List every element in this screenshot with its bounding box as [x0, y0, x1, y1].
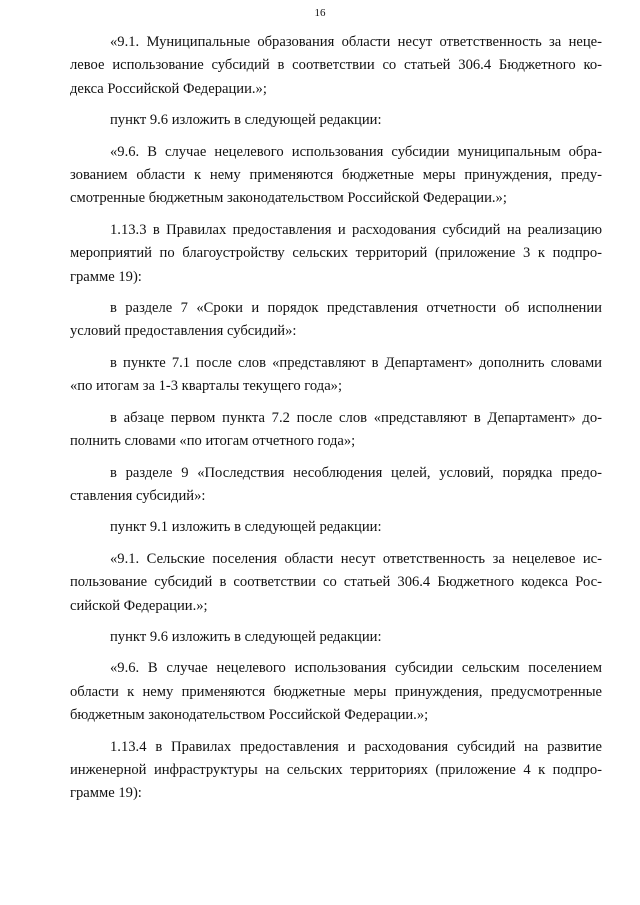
- text-line: «9.1. Муниципальные образования области несут ответственность за неце-: [110, 34, 602, 50]
- text-line: зованием области к нему применяются бюджетные меры принуждения, преду-: [70, 167, 602, 184]
- text-line: полнить словами «по итогам отчетного года»;: [70, 433, 356, 450]
- paragraph-section-7: [70, 297, 602, 344]
- paragraph-9-6-municipal: [70, 141, 602, 211]
- paragraph-9-6-rural: [70, 657, 602, 727]
- paragraph-item-7-1: [70, 352, 602, 399]
- text-line: ставления субсидий»:: [70, 487, 206, 504]
- text-line: пункт 9.6 изложить в следующей редакции:: [110, 628, 382, 645]
- paragraph-9-1-rural: [70, 548, 602, 618]
- text-line: «9.1. Сельские поселения области несут ответственность за нецелевое ис-: [110, 550, 602, 567]
- text-line: мероприятий по благоустройству сельских территорий (приложение 3 к подпро-: [70, 245, 602, 262]
- paragraph-9-1-municipal: [70, 31, 602, 101]
- paragraph-item-9-1-intro: [70, 516, 602, 539]
- paragraph-item-9-6-intro: [70, 109, 602, 132]
- text-line: в абзаце первом пункта 7.2 после слов «представляют в Департамент» до-: [110, 409, 602, 426]
- text-line: условий предоставления субсидий»:: [70, 323, 297, 340]
- page-number: 16: [314, 7, 326, 19]
- paragraph-section-9: [70, 462, 602, 509]
- text-line: в разделе 9 «Последствия несоблюдения целей, условий, порядка предо-: [110, 464, 602, 481]
- text-line: инженерной инфраструктуры на сельских территориях (приложение 4 к подпро-: [70, 761, 602, 778]
- text-line: «9.6. В случае нецелевого использования субсидии сельским поселением: [110, 660, 602, 677]
- text-line: грамме 19):: [70, 268, 142, 285]
- text-line: декса Российской Федерации.»;: [70, 80, 267, 97]
- text-line: области к нему применяются бюджетные меры принуждения, предусмотренные: [70, 683, 602, 700]
- text-line: в пункте 7.1 после слов «представляют в Департамент» дополнить словами: [110, 354, 602, 371]
- text-line: в разделе 7 «Сроки и порядок представления отчетности об исполнении: [110, 300, 602, 317]
- text-line: левое использование субсидий в соответствии со статьей 306.4 Бюджетного ко-: [70, 57, 602, 74]
- paragraph-item-9-6-intro-2: [70, 626, 602, 649]
- text-line: 1.13.3 в Правилах предоставления и расходования субсидий на реализацию: [110, 221, 602, 238]
- text-line: 1.13.4 в Правилах предоставления и расходования субсидий на развитие: [110, 738, 602, 755]
- document-body: [70, 31, 602, 814]
- text-line: смотренные бюджетным законодательством Российской Федерации.»;: [70, 190, 507, 207]
- paragraph-1-13-3: [70, 219, 602, 289]
- paragraph-1-13-4: [70, 736, 602, 806]
- text-line: сийской Федерации.»;: [70, 597, 208, 614]
- text-line: пункт 9.1 изложить в следующей редакции:: [110, 519, 382, 536]
- paragraph-item-7-2: [70, 407, 602, 454]
- text-line: бюджетным законодательством Российской Федерации.»;: [70, 707, 429, 724]
- text-line: «по итогам за 1-3 кварталы текущего года»;: [70, 378, 343, 395]
- text-line: пользование субсидий в соответствии со статьей 306.4 Бюджетного кодекса Рос-: [70, 574, 602, 591]
- text-line: «9.6. В случае нецелевого использования субсидии муниципальным обра-: [110, 143, 602, 160]
- text-line: грамме 19):: [70, 785, 142, 802]
- text-line: пункт 9.6 изложить в следующей редакции:: [110, 112, 382, 129]
